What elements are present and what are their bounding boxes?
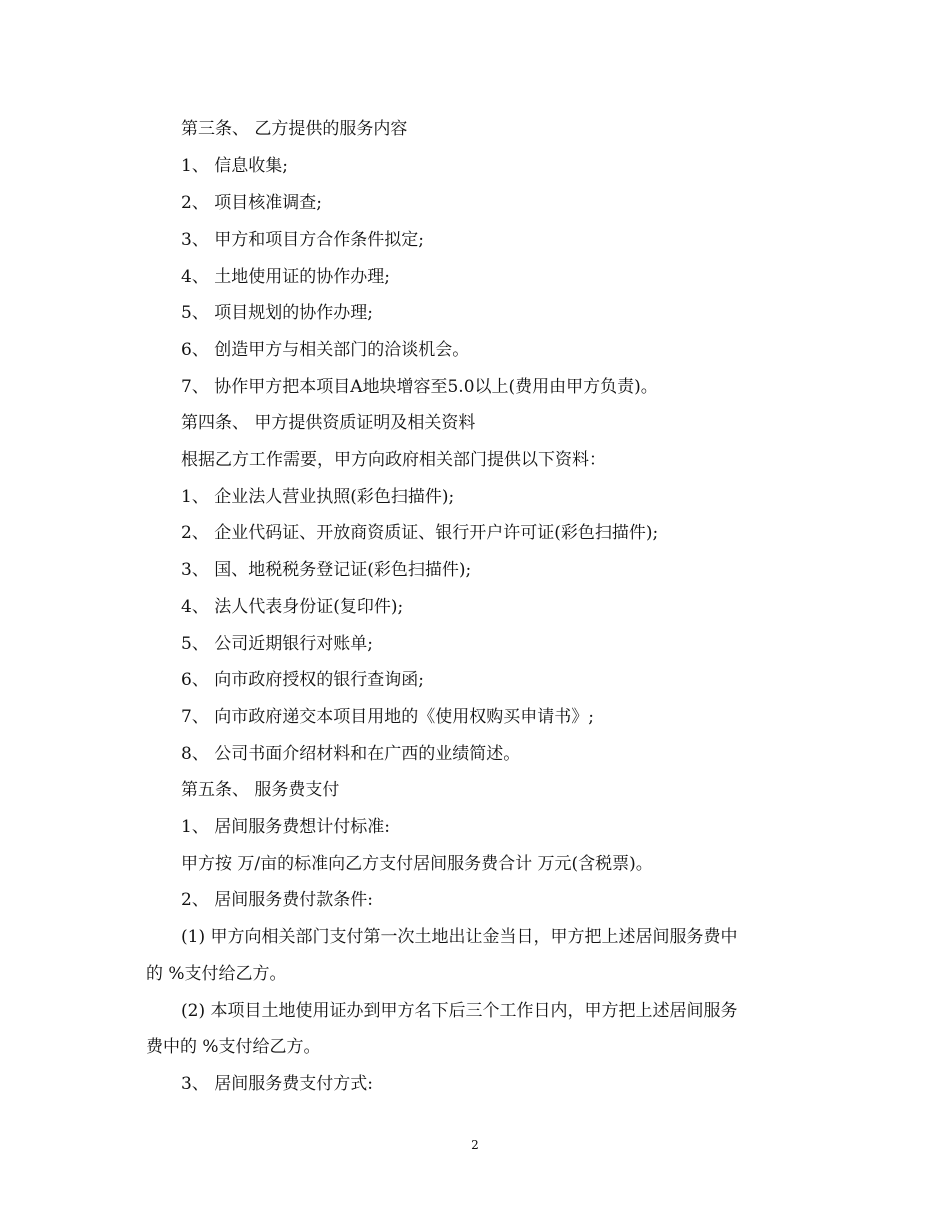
service-item-5: 5、 项目规划的协作办理; [181,303,373,323]
payment-condition-1-line-1: (1) 甲方向相关部门支付第一次土地出让金当日，甲方把上述居间服务费中 [181,927,738,947]
payment-condition-2-line-1: (2) 本项目土地使用证办到甲方名下后三个工作日内，甲方把上述居间服务 [181,1001,738,1021]
payment-method-title: 3、 居间服务费支付方式: [181,1074,373,1094]
article-4-intro: 根据乙方工作需要，甲方向政府相关部门提供以下资料： [181,450,606,470]
payment-condition-1-line-2: 的 %支付给乙方。 [146,964,287,984]
document-item-3: 3、 国、地税税务登记证(彩色扫描件); [181,560,472,580]
article-4-heading: 第四条、 甲方提供资质证明及相关资料 [181,413,476,433]
document-item-6: 6、 向市政府授权的银行查询函; [181,670,424,690]
fee-standard-title: 1、 居间服务费想计付标准: [181,817,390,837]
payment-condition-title: 2、 居间服务费付款条件: [181,890,373,910]
payment-condition-2-line-2: 费中的 %支付给乙方。 [146,1037,321,1057]
document-item-7: 7、 向市政府递交本项目用地的《使用权购买申请书》; [181,707,594,727]
service-item-1: 1、 信息收集; [181,156,288,176]
document-item-8: 8、 公司书面介绍材料和在广西的业绩简述。 [181,744,521,764]
document-item-1: 1、 企业法人营业执照(彩色扫描件); [181,487,455,507]
service-item-7: 7、 协作甲方把本项目A地块增容至5.0以上(费用由甲方负责)。 [181,377,658,397]
service-item-6: 6、 创造甲方与相关部门的洽谈机会。 [181,340,470,360]
fee-standard-text: 甲方按 万/亩的标准向乙方支付居间服务费合计 万元(含税票)。 [181,854,653,874]
service-item-2: 2、 项目核准调查; [181,193,322,213]
article-5-heading: 第五条、 服务费支付 [181,780,340,800]
document-item-4: 4、 法人代表身份证(复印件); [181,597,404,617]
service-item-3: 3、 甲方和项目方合作条件拟定; [181,230,424,250]
page-number: 2 [471,1138,479,1152]
document-item-5: 5、 公司近期银行对账单; [181,634,373,654]
service-item-4: 4、 土地使用证的协作办理; [181,267,390,287]
article-3-heading: 第三条、 乙方提供的服务内容 [181,119,408,139]
document-item-2: 2、 企业代码证、开放商资质证、银行开户许可证(彩色扫描件); [181,523,659,543]
